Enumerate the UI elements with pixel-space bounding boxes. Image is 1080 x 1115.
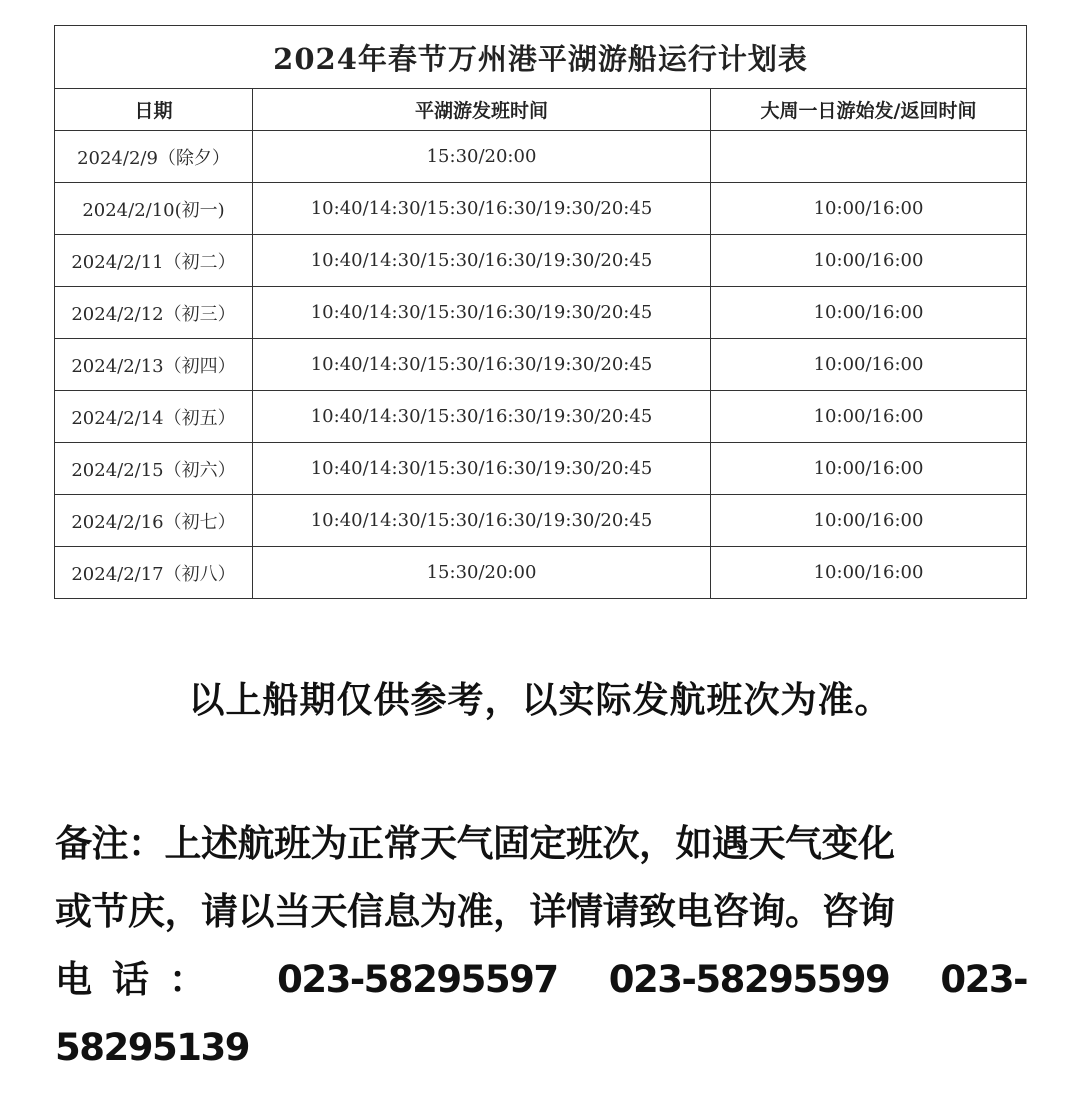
- table-title: 2024年春节万州港平湖游船运行计划表: [55, 26, 1027, 89]
- table-row: [55, 183, 1027, 235]
- phone-number-3-end: 58295139: [55, 1026, 249, 1069]
- remark-line-2: 或节庆，请以当天信息为准，详情请致电咨询。咨询: [55, 890, 895, 933]
- cell-date: 2024/2/13（初四）: [55, 339, 253, 391]
- cell-date: 2024/2/11（初二）: [55, 235, 253, 287]
- schedule-notice: 以上船期仅供参考，以实际发航班次为准。: [188, 680, 892, 721]
- cell-day-trip-times: 10:00/16:00: [711, 235, 1027, 287]
- table-row: [55, 547, 1027, 599]
- cell-date: 2024/2/15（初六）: [55, 443, 253, 495]
- table-row: [55, 391, 1027, 443]
- cell-departure-times: 10:40/14:30/15:30/16:30/19:30/20:45: [253, 339, 711, 391]
- cell-date: 2024/2/12（初三）: [55, 287, 253, 339]
- table-header-row: [55, 89, 1027, 131]
- phone-label: 电话：: [55, 958, 226, 1001]
- table-row: [55, 131, 1027, 183]
- cell-departure-times: 10:40/14:30/15:30/16:30/19:30/20:45: [253, 183, 711, 235]
- phone-number-3-start: 023-: [940, 958, 1027, 1001]
- table-row: [55, 495, 1027, 547]
- schedule-table: [54, 25, 1027, 599]
- remark-line-1: 备注：上述航班为正常天气固定班次，如遇天气变化: [55, 822, 895, 865]
- phone-numbers-line: [55, 946, 1027, 1014]
- remark-paragraph: [55, 810, 1027, 1082]
- cell-departure-times: 10:40/14:30/15:30/16:30/19:30/20:45: [253, 391, 711, 443]
- table-row: [55, 443, 1027, 495]
- cell-date: 2024/2/9（除夕）: [55, 131, 253, 183]
- phone-number-2: 023-58295599: [608, 958, 890, 1001]
- cell-departure-times: 15:30/20:00: [253, 131, 711, 183]
- cell-date: 2024/2/10(初一): [55, 183, 253, 235]
- cell-day-trip-times: 10:00/16:00: [711, 391, 1027, 443]
- header-date: 日期: [55, 89, 253, 131]
- cell-day-trip-times: 10:00/16:00: [711, 443, 1027, 495]
- cell-departure-times: 10:40/14:30/15:30/16:30/19:30/20:45: [253, 235, 711, 287]
- table-row: [55, 339, 1027, 391]
- cell-day-trip-times: 10:00/16:00: [711, 287, 1027, 339]
- cell-date: 2024/2/17（初八）: [55, 547, 253, 599]
- header-day-trip-times: 大周一日游始发/返回时间: [711, 89, 1027, 131]
- cell-date: 2024/2/14（初五）: [55, 391, 253, 443]
- cell-date: 2024/2/16（初七）: [55, 495, 253, 547]
- cell-day-trip-times: 10:00/16:00: [711, 339, 1027, 391]
- header-departure-times: 平湖游发班时间: [253, 89, 711, 131]
- cell-day-trip-times: 10:00/16:00: [711, 547, 1027, 599]
- cell-day-trip-times: 10:00/16:00: [711, 495, 1027, 547]
- table-row: [55, 287, 1027, 339]
- cell-day-trip-times: 10:00/16:00: [711, 183, 1027, 235]
- table-row: [55, 235, 1027, 287]
- phone-number-1: 023-58295597: [277, 958, 558, 1001]
- cell-departure-times: 10:40/14:30/15:30/16:30/19:30/20:45: [253, 287, 711, 339]
- cell-departure-times: 10:40/14:30/15:30/16:30/19:30/20:45: [253, 443, 711, 495]
- cell-day-trip-times: [711, 131, 1027, 183]
- cell-departure-times: 10:40/14:30/15:30/16:30/19:30/20:45: [253, 495, 711, 547]
- cell-departure-times: 15:30/20:00: [253, 547, 711, 599]
